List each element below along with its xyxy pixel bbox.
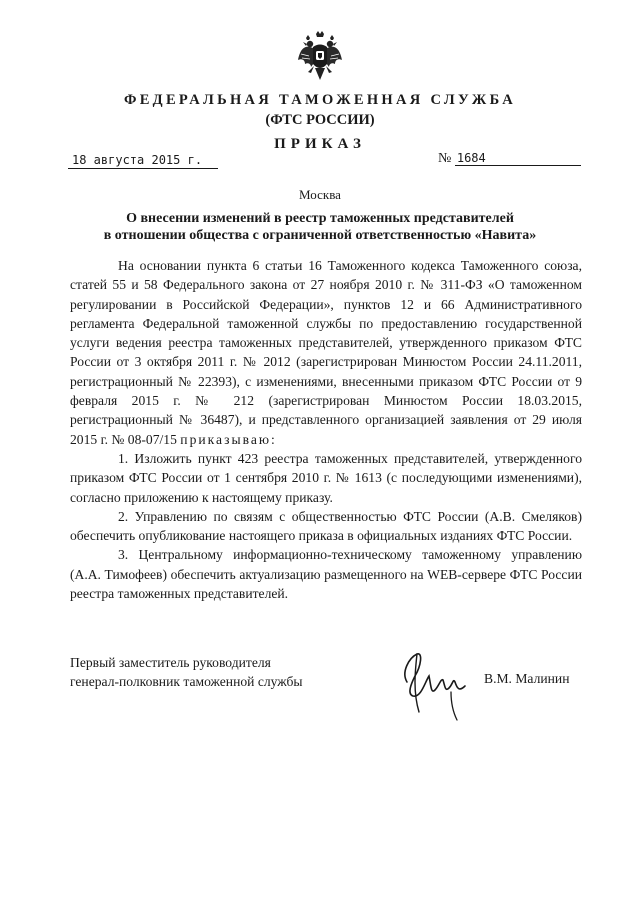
- document-body: [70, 256, 582, 603]
- signatory-position: [70, 653, 303, 691]
- intro-paragraph: [70, 256, 582, 449]
- intro-text: На основании пункта 6 статьи 16 Таможенного кодекса Таможенного союза, статей 55 и 58 Федерального закона от 27 ноября 2010 г. № 311-ФЗ «О таможенном регулировании в Российской Федерации», пунктов 12 и 66 Административного регламента Федеральной таможенной службы по предоставлению государственной услуги ведения реестра таможенных представителей, утвержденного приказом ФТС России от 3 октября 2011 г. № 2012 (зарегистрирован Минюстом России 24.11.2011, регистрационный № 22393), с изменениями, внесенными приказом ФТС России от 9 февраля 2015 г. № 212 (зарегистрирован Минюстом России 18.03.2015, регистрационный № 36487), и представленного организацией заявления от 29 июля 2015 г. № 08-07/15: [70, 258, 582, 447]
- title-line-2: в отношении общества с ограниченной ответственностью «Навита»: [103, 228, 537, 243]
- order-item-3: 3. Центральному информационно-техническому таможенному управлению (А.А. Тимофеев) обеспечить актуализацию размещенного на WEB-сервере ФТС России реестра таможенных представителей.: [70, 547, 582, 602]
- title-line-1: О внесении изменений в реестр таможенных представителей: [126, 211, 514, 226]
- organization-short-name: (ФТС РОССИИ): [265, 112, 375, 128]
- document-number: 1684: [455, 151, 581, 166]
- handwritten-signature-icon: [395, 642, 470, 724]
- document-title: [0, 210, 640, 244]
- number-sign: №: [438, 151, 452, 166]
- order-item-1: 1. Изложить пункт 423 реестра таможенных представителей, утвержденного приказом ФТС России от 1 сентября 2010 г. № 1613 (с последующими изменениями), согласно приложению к настоящему приказу.: [70, 450, 582, 505]
- organization-name: ФЕДЕРАЛЬНАЯ ТАМОЖЕННАЯ СЛУЖБА: [123, 92, 517, 108]
- document-city: Москва: [299, 187, 341, 202]
- document-number-block: [438, 151, 582, 167]
- signatory-position-line-2: генерал-полковник таможенной службы: [70, 674, 303, 689]
- document-type: ПРИКАЗ: [274, 136, 366, 152]
- order-word: приказываю:: [180, 431, 277, 447]
- signatory-name: В.М. Малинин: [484, 671, 570, 686]
- order-item-2: 2. Управлению по связям с общественностью ФТС России (А.В. Смеляков) обеспечить опубликование настоящего приказа в официальных изданиях ФТС России.: [70, 508, 582, 544]
- document-date: 18 августа 2015 г.: [68, 153, 218, 169]
- emblem-icon: [296, 30, 344, 88]
- signatory-position-line-1: Первый заместитель руководителя: [70, 655, 271, 670]
